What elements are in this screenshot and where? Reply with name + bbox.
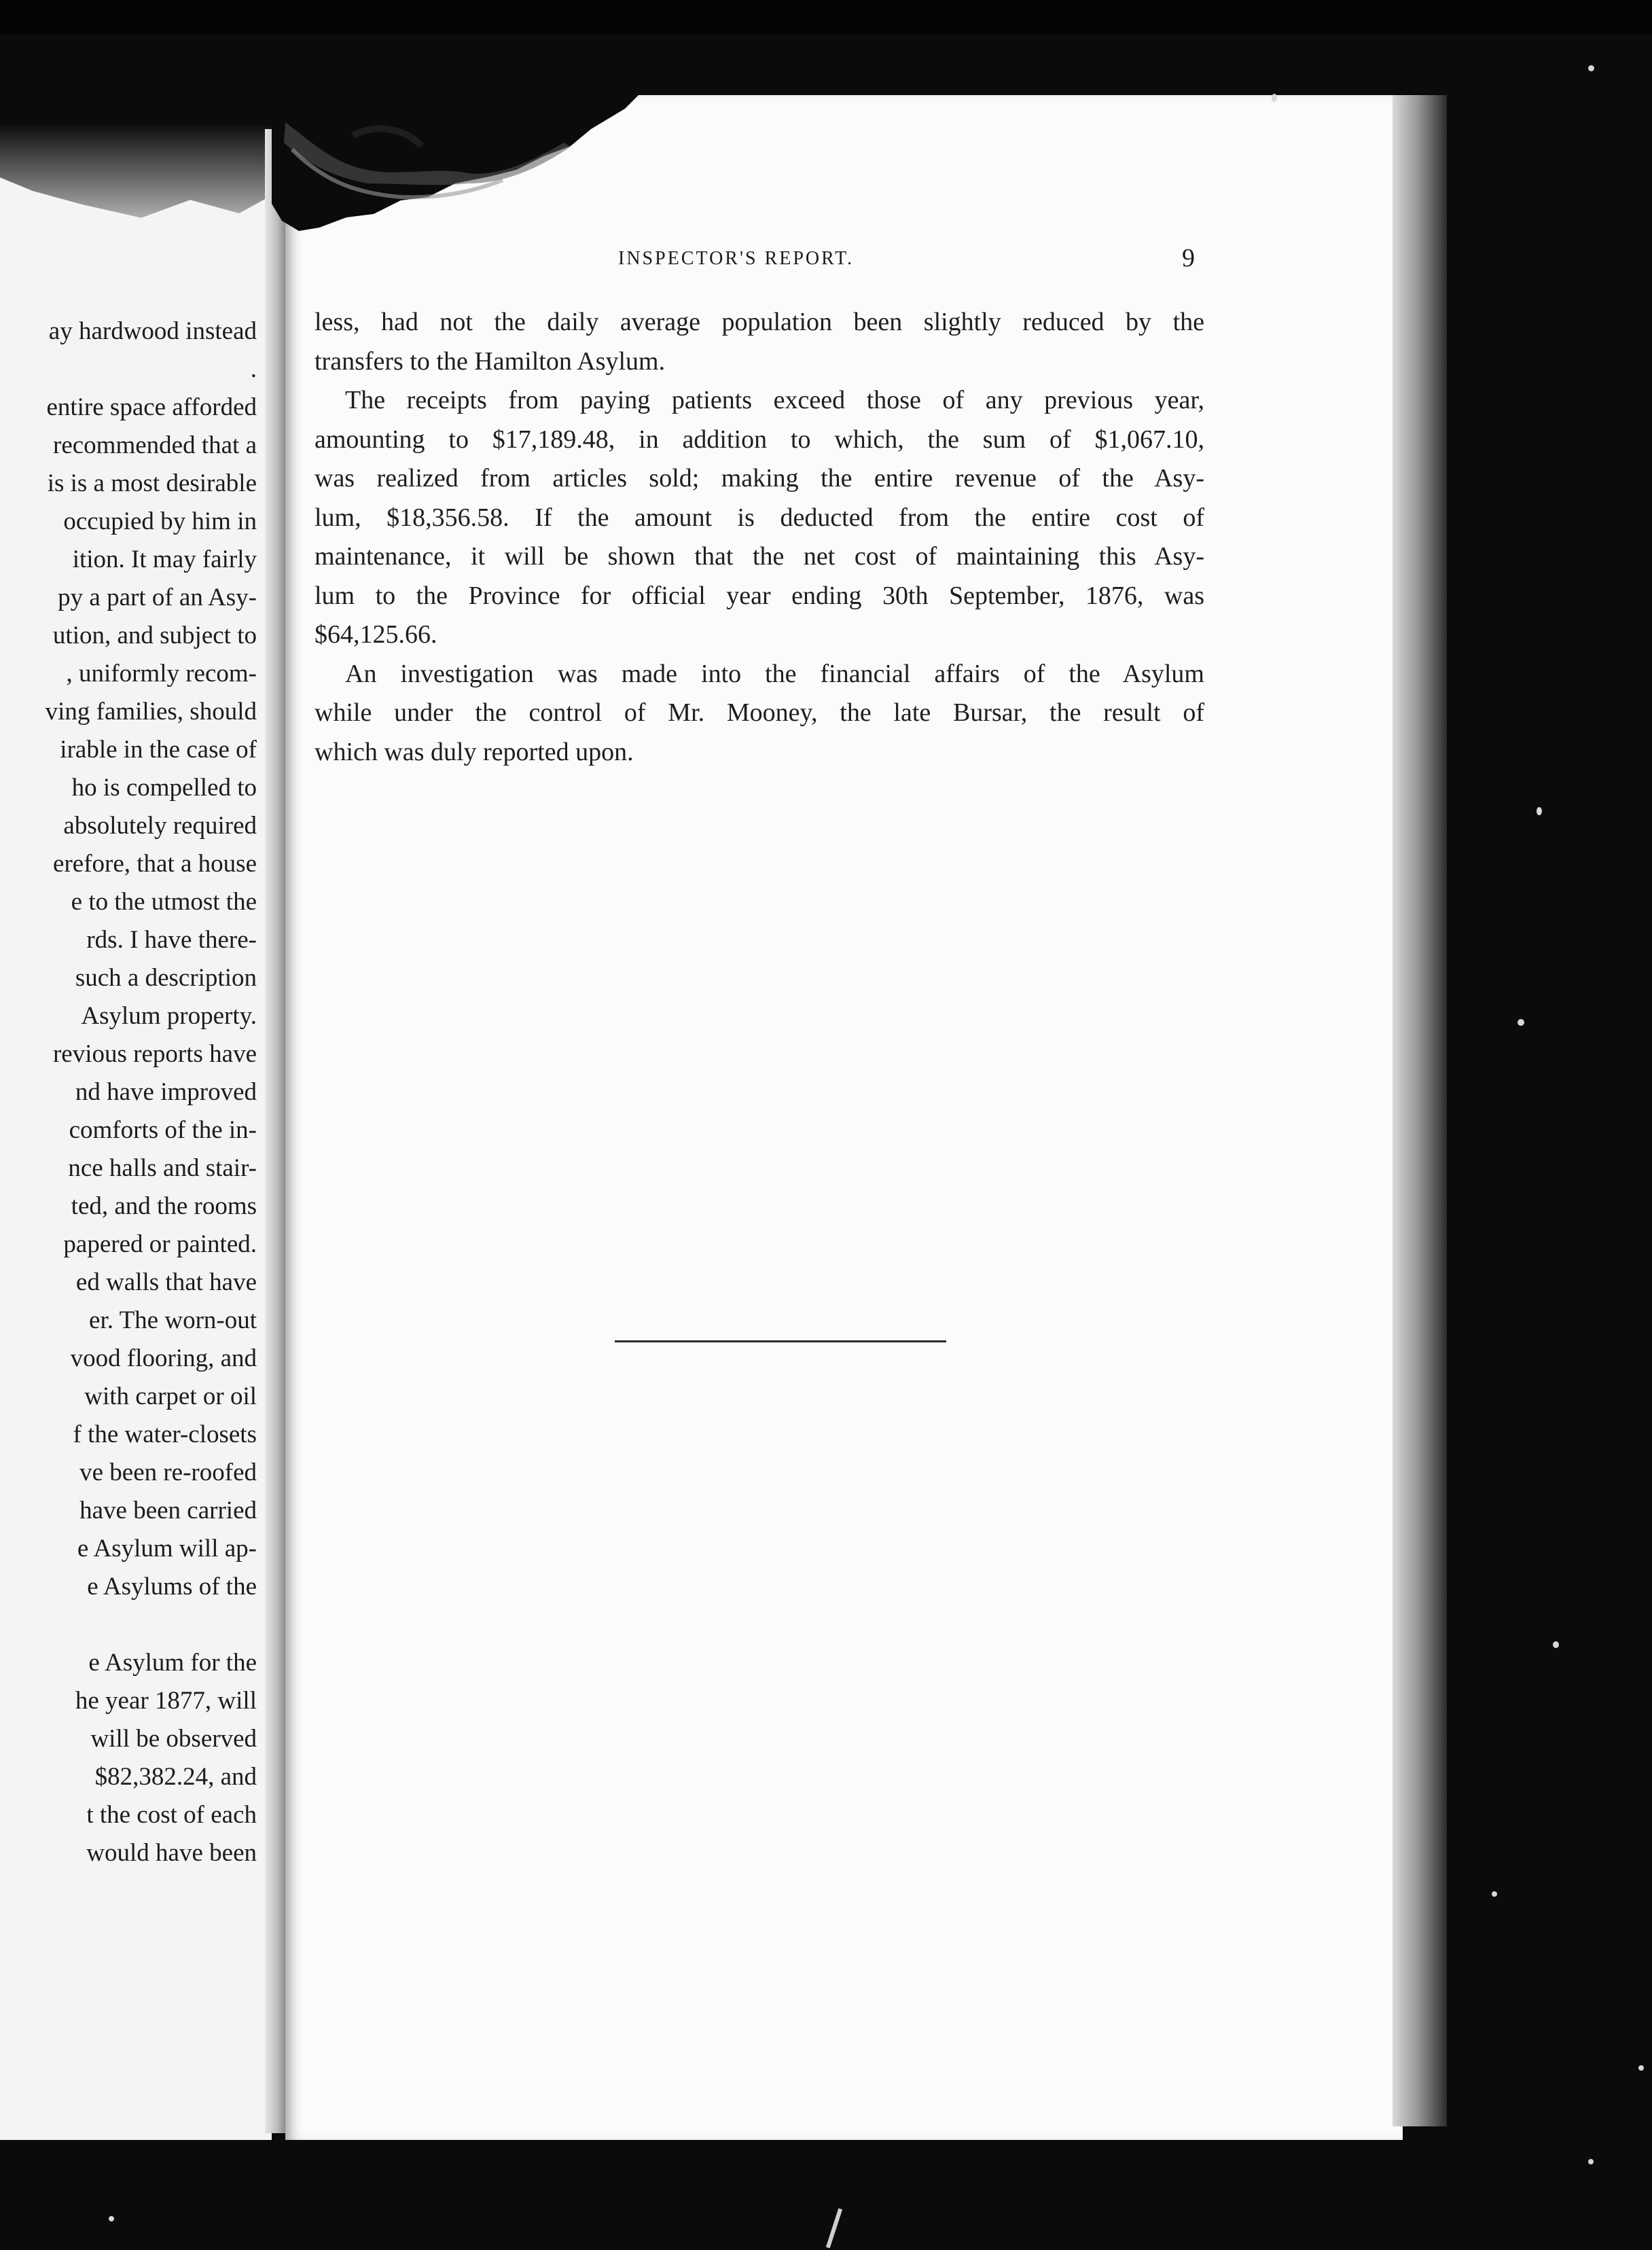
left-line: . <box>250 355 257 383</box>
left-line: irable in the case of <box>60 736 257 764</box>
left-line: absolutely required <box>63 812 257 840</box>
left-line: ay hardwood instead <box>48 317 257 345</box>
left-paragraph-gap <box>0 1606 257 1644</box>
scan-speck <box>1638 2065 1644 2071</box>
left-page-torn-top <box>0 34 272 258</box>
text-line: less, had not the daily average population been slightly reduced by the <box>315 308 1204 336</box>
left-line: e Asylum for the <box>88 1649 257 1677</box>
right-page-edge <box>1393 95 1447 2126</box>
left-line: ed walls that have <box>75 1268 257 1296</box>
left-line: ho is compelled to <box>71 774 257 802</box>
left-line: papered or painted. <box>63 1230 257 1258</box>
left-line: e Asylums of the <box>87 1573 257 1601</box>
left-line: rds. I have there- <box>86 926 257 954</box>
scan-speck <box>1537 807 1542 815</box>
left-line: revious reports have <box>52 1040 257 1068</box>
left-line: occupied by him in <box>63 507 257 535</box>
left-line: ted, and the rooms <box>71 1192 257 1220</box>
left-line: py a part of an Asy- <box>58 584 257 611</box>
left-page-text <box>0 312 257 1872</box>
left-line: will be observed <box>90 1725 257 1753</box>
running-head: INSPECTOR'S REPORT. <box>618 248 855 269</box>
section-divider-rule <box>615 1340 946 1342</box>
left-line: ve been re-roofed <box>79 1459 257 1486</box>
left-line: $82,382.24, and <box>94 1763 257 1791</box>
left-line: er. The worn-out <box>89 1306 257 1334</box>
left-line: ition. It may fairly <box>72 546 257 573</box>
left-line: , uniformly recom- <box>66 660 257 688</box>
text-line: amounting to $17,189.48, in addition to which, the sum of $1,067.10, <box>315 425 1204 454</box>
scan-speck <box>1492 1891 1497 1897</box>
paragraph <box>315 655 1204 772</box>
left-line: nce halls and stair- <box>68 1154 257 1182</box>
page-body <box>315 303 1204 772</box>
text-line: while under the control of Mr. Mooney, the late Bursar, the result of <box>315 698 1204 727</box>
scan-speck <box>1518 1019 1524 1026</box>
text-line: transfers to the Hamilton Asylum. <box>315 346 666 376</box>
scan-border-top <box>0 0 1652 34</box>
left-line: e Asylum will ap- <box>77 1535 257 1562</box>
left-line: ution, and subject to <box>52 622 257 649</box>
paragraph <box>315 303 1204 381</box>
left-line: entire space afforded <box>46 393 257 421</box>
text-line: lum, $18,356.58. If the amount is deducted from the entire cost of <box>315 503 1204 532</box>
text-line: lum to the Province for official year ending 30th September, 1876, was <box>315 581 1204 610</box>
scan-artifact-mark <box>826 2209 842 2249</box>
left-line: erefore, that a house <box>53 850 257 878</box>
scan-speck <box>1553 1641 1559 1648</box>
paragraph <box>315 381 1204 655</box>
text-line: was realized from articles sold; making the entire revenue of the Asy- <box>315 464 1204 493</box>
left-line: nd have improved <box>75 1078 257 1106</box>
left-line: such a description <box>75 964 257 992</box>
left-line: e to the utmost the <box>71 888 257 916</box>
left-line: ving families, should <box>45 698 257 726</box>
left-line: Asylum property. <box>81 1002 257 1030</box>
left-line: have been carried <box>79 1497 257 1524</box>
left-line: comforts of the in- <box>69 1116 257 1144</box>
text-line: An investigation was made into the financial affairs of the Asylum <box>345 659 1204 688</box>
text-line: $64,125.66. <box>315 620 437 649</box>
scan-speck <box>109 2216 114 2221</box>
torn-corner-damage <box>272 82 652 251</box>
left-line: with carpet or oil <box>84 1382 257 1410</box>
left-line: recommended that a <box>53 431 257 459</box>
text-line: The receipts from paying patients exceed those of any previous year, <box>345 386 1204 414</box>
scan-speck <box>1588 2159 1594 2164</box>
scan-speck <box>1272 94 1277 102</box>
text-line: which was duly reported upon. <box>315 737 634 766</box>
left-line: would have been <box>86 1839 257 1867</box>
scan-speck <box>1588 65 1594 71</box>
left-line: t the cost of each <box>86 1801 257 1829</box>
page-number: 9 <box>1182 244 1195 272</box>
left-line: vood flooring, and <box>70 1344 257 1372</box>
left-line: f the water-closets <box>73 1421 257 1448</box>
left-line: is is a most desirable <box>47 469 257 497</box>
left-line: he year 1877, will <box>75 1687 257 1715</box>
text-line: maintenance, it will be shown that the net cost of maintaining this Asy- <box>315 542 1204 571</box>
